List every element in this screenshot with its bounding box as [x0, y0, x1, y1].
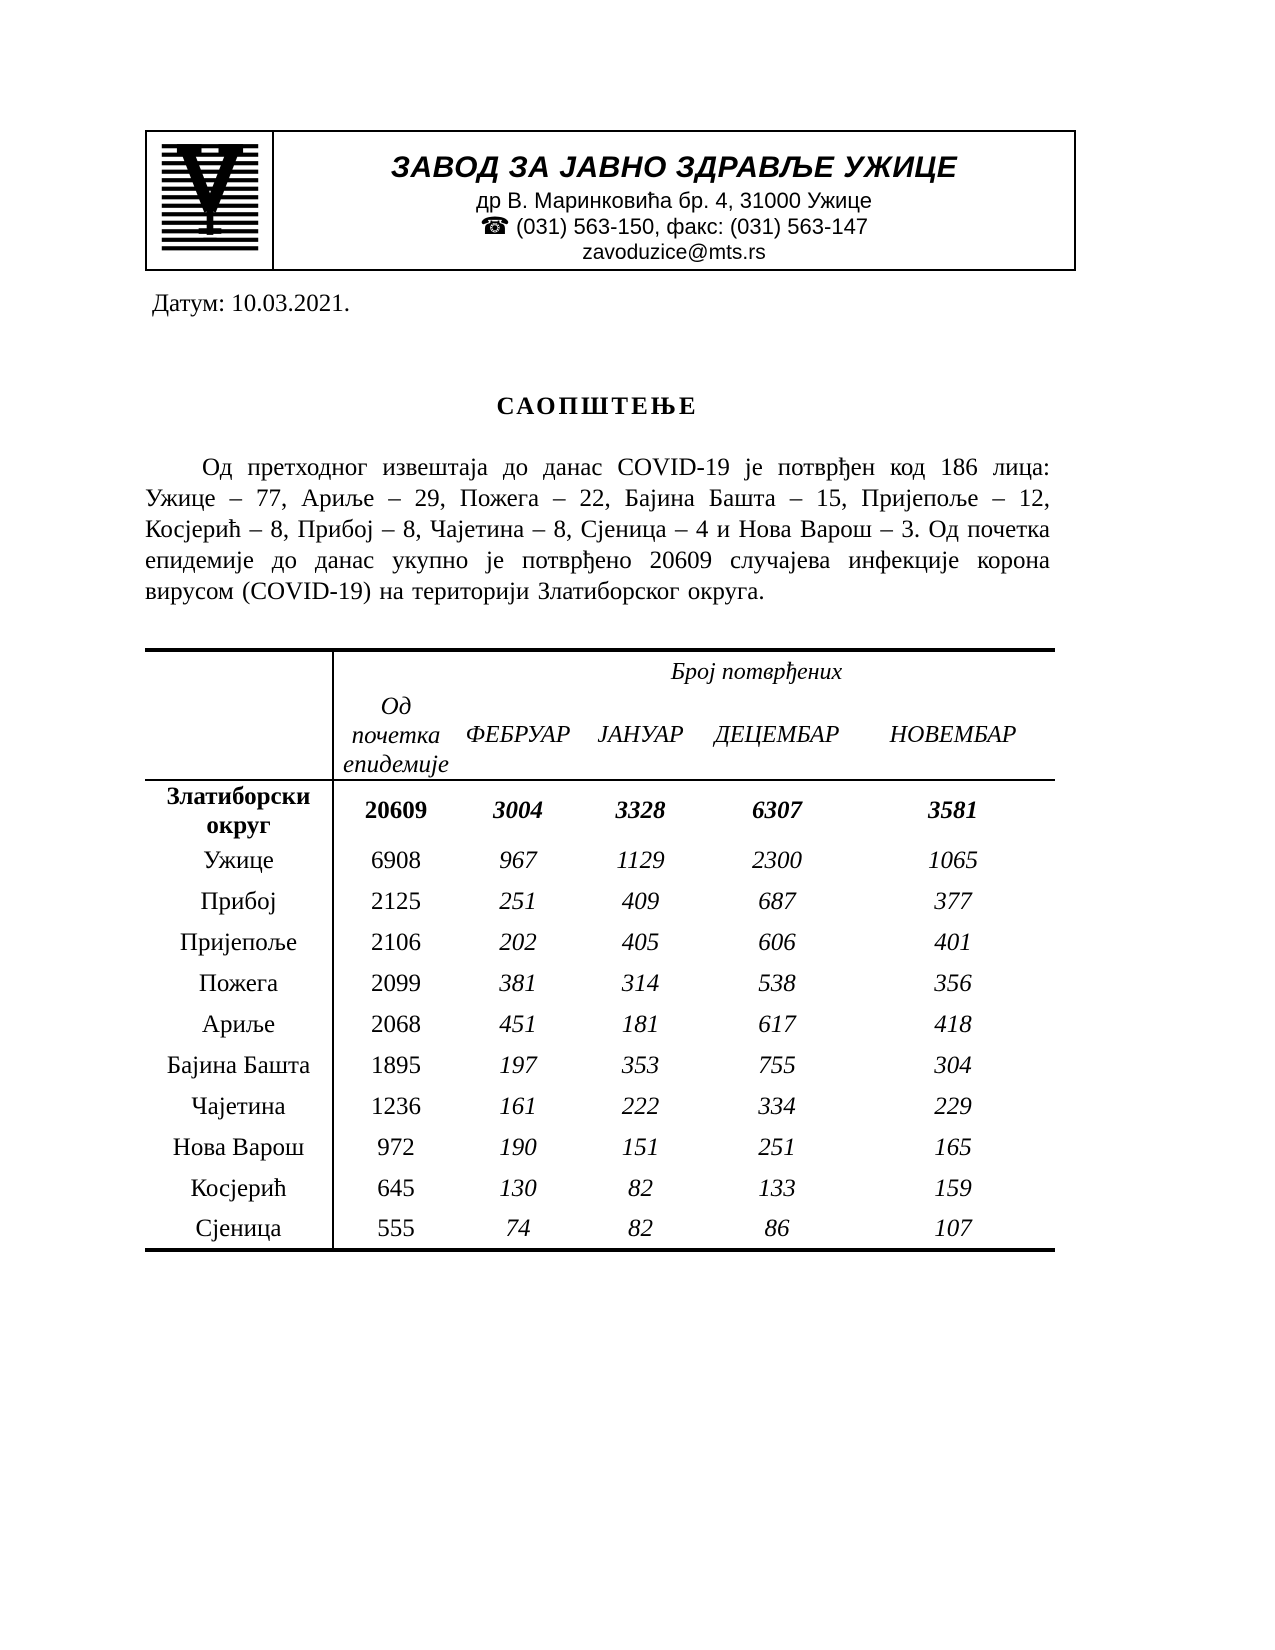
- table-row: [145, 780, 1055, 840]
- value-december: 2300: [752, 846, 802, 874]
- document-title: САОПШТЕЊЕ: [496, 393, 699, 420]
- value-february: 202: [499, 928, 537, 956]
- value-february: 381: [499, 969, 537, 997]
- value-total: 2099: [371, 969, 421, 997]
- value-november: 159: [934, 1174, 972, 1202]
- org-address: др В. Маринковића бр. 4, 31000 Ужице: [476, 188, 872, 213]
- table-row: [145, 1004, 1055, 1045]
- org-name: ЗАВОД ЗА ЈАВНО ЗДРАВЉЕ УЖИЦЕ: [390, 151, 958, 184]
- value-total: 645: [377, 1174, 415, 1202]
- value-december: 133: [758, 1174, 796, 1202]
- table-row: [145, 922, 1055, 963]
- table-row: [145, 840, 1055, 881]
- value-november: 418: [934, 1010, 972, 1038]
- value-january: 409: [621, 887, 660, 915]
- value-total: 6908: [371, 846, 421, 874]
- covid-stats-table-wrap: [145, 648, 1055, 1252]
- value-february: 451: [499, 1010, 537, 1038]
- row-name: Ужице: [145, 840, 333, 881]
- col-header-since-start: Од почетка епидемије: [333, 692, 458, 780]
- value-january: 82: [628, 1214, 653, 1242]
- row-name: Пожега: [145, 963, 333, 1004]
- table-row: [145, 881, 1055, 922]
- value-december: 6307: [752, 796, 802, 824]
- value-december: 334: [758, 1092, 796, 1120]
- group-header: Број потврђених: [670, 658, 843, 685]
- value-february: 967: [499, 846, 537, 874]
- value-total: 972: [377, 1133, 415, 1161]
- empty-name-header: [145, 692, 333, 780]
- date-line: Датум: 10.03.2021.: [152, 290, 351, 317]
- org-phone: [480, 214, 868, 240]
- table-row: [145, 1086, 1055, 1127]
- value-total: 1895: [371, 1051, 421, 1079]
- row-name: Ариље: [145, 1004, 333, 1045]
- table-row: [145, 1209, 1055, 1250]
- value-november: 1065: [928, 846, 979, 874]
- value-december: 606: [758, 928, 796, 956]
- org-email: zavoduzice@mts.rs: [582, 241, 766, 264]
- table-group-header-row: [145, 650, 1055, 692]
- value-february: 190: [499, 1133, 537, 1161]
- value-december: 755: [758, 1051, 796, 1079]
- value-november: 377: [934, 887, 972, 915]
- value-january: 353: [621, 1051, 660, 1079]
- value-total: 20609: [364, 796, 428, 824]
- value-february: 197: [499, 1051, 537, 1079]
- col-header-january: ЈАНУАР: [578, 692, 703, 780]
- value-february: 251: [499, 887, 537, 915]
- col-header-december: ДЕЦЕМБАР: [703, 692, 851, 780]
- value-november: 304: [934, 1051, 972, 1079]
- value-total: 1236: [371, 1092, 421, 1120]
- value-november: 356: [934, 969, 972, 997]
- logo-cell: [147, 132, 274, 269]
- row-name: Бајина Башта: [145, 1045, 333, 1086]
- value-november: 229: [934, 1092, 972, 1120]
- value-november: 107: [934, 1214, 972, 1242]
- value-february: 74: [505, 1214, 531, 1242]
- letterhead-box: [145, 130, 1076, 271]
- table-row: [145, 1127, 1055, 1168]
- value-january: 405: [621, 928, 660, 956]
- row-name: Прибој: [145, 881, 333, 922]
- value-december: 538: [758, 969, 796, 997]
- corner-cell: [145, 650, 333, 692]
- value-january: 181: [621, 1010, 660, 1038]
- value-february: 161: [499, 1092, 537, 1120]
- org-phone-text: (031) 563-150, факс: (031) 563-147: [515, 214, 869, 239]
- value-january: 3328: [615, 796, 666, 824]
- table-row: [145, 963, 1055, 1004]
- row-name: Сјеница: [145, 1209, 333, 1250]
- value-january: 314: [621, 969, 660, 997]
- value-december: 617: [758, 1010, 796, 1038]
- value-total: 2068: [371, 1010, 421, 1038]
- value-february: 3004: [493, 796, 543, 824]
- row-name: Златиборски округ: [145, 780, 333, 840]
- body-paragraph: Од претходног извештаја до данас COVID-19 је потврђен код 186 лица: Ужице – 77, Ариље – 29, Пожега – 22, Бајина Башта – 15, Пријепоље – 12, Косјерић – 8, Прибој – 8, Чајетина – 8, Сјеница – 4 и Нова Варош – 3. Од почетка епидемије до данас укупно је потврђено 20609 случајева инфекције корона вирусом (COVID-19) на територији Златиборског округа.: [145, 454, 1050, 605]
- value-total: 2125: [371, 887, 421, 915]
- value-november: 3581: [928, 796, 979, 824]
- table-row: [145, 1045, 1055, 1086]
- value-february: 130: [499, 1174, 537, 1202]
- telephone-icon: ☎: [479, 213, 510, 240]
- value-total: 555: [377, 1214, 415, 1242]
- col-header-november: НОВЕМБАР: [851, 692, 1055, 780]
- value-december: 251: [758, 1133, 796, 1161]
- empty-header-cell: [333, 650, 458, 692]
- table-row: [145, 1168, 1055, 1209]
- value-total: 2106: [371, 928, 421, 956]
- row-name: Чајетина: [145, 1086, 333, 1127]
- value-november: 165: [934, 1133, 972, 1161]
- value-january: 222: [621, 1092, 660, 1120]
- letterhead-text: [274, 132, 1074, 269]
- value-january: 1129: [616, 846, 665, 874]
- covid-stats-table: [145, 648, 1055, 1252]
- value-december: 86: [764, 1214, 790, 1242]
- value-january: 82: [628, 1174, 653, 1202]
- col-header-february: ФЕБРУАР: [458, 692, 578, 780]
- value-january: 151: [621, 1133, 660, 1161]
- row-name: Пријепоље: [145, 922, 333, 963]
- row-name: Косјерић: [145, 1168, 333, 1209]
- row-name: Нова Варош: [145, 1127, 333, 1168]
- value-december: 687: [758, 887, 796, 915]
- institute-logo-icon: [158, 142, 262, 254]
- value-november: 401: [934, 928, 972, 956]
- table-column-header-row: [145, 692, 1055, 780]
